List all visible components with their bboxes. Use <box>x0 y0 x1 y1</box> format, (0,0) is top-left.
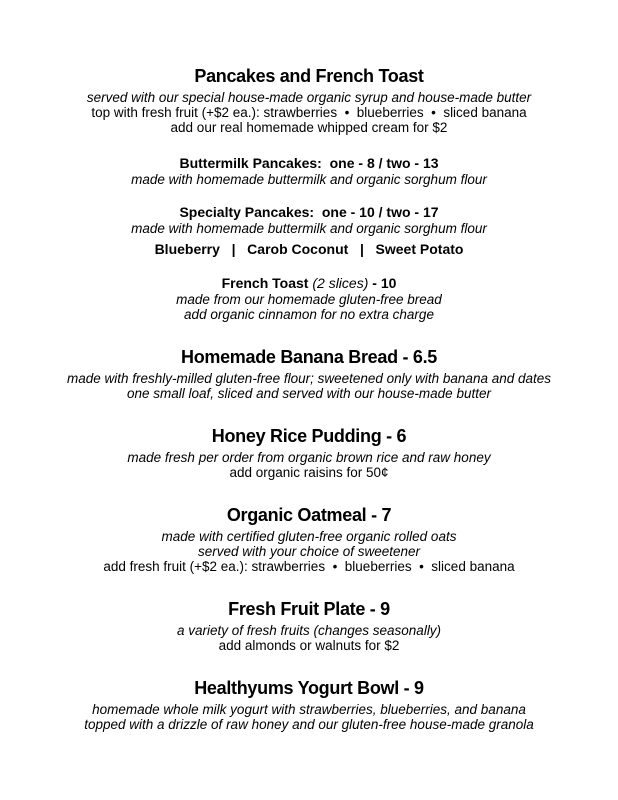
section-description-line: add fresh fruit (+$2 ea.): strawberries • blueberries • sliced banana <box>103 559 515 574</box>
menu-section <box>20 65 598 322</box>
menu-item <box>20 275 598 322</box>
item-name-part: French Toast <box>221 275 313 291</box>
item-description-line: made with homemade buttermilk and organic sorghum flour <box>131 172 487 187</box>
section-description-line: add our real homemade whipped cream for $2 <box>170 120 448 135</box>
item-description-line: Blueberry | Carob Coconut | Sweet Potato <box>154 241 464 257</box>
menu-section <box>20 598 598 653</box>
section-description-line: one small loaf, sliced and served with our house-made butter <box>127 386 491 401</box>
item-name-part: - 10 <box>368 275 397 291</box>
section-description-line: a variety of fresh fruits (changes seasonally) <box>176 623 442 638</box>
section-description-line: topped with a drizzle of raw honey and our gluten-free house-made granola <box>84 717 534 732</box>
section-title: Fresh Fruit Plate - 9 <box>228 599 390 619</box>
menu-section <box>20 677 598 732</box>
item-name <box>20 155 598 172</box>
section-title: Homemade Banana Bread - 6.5 <box>181 347 437 367</box>
section-description-line: served with your choice of sweetener <box>197 544 421 559</box>
section-description-line: made fresh per order from organic brown rice and raw honey <box>127 450 491 465</box>
item-description-line: made from our homemade gluten-free bread <box>176 292 442 307</box>
item-description-line: made with homemade buttermilk and organic sorghum flour <box>131 221 487 236</box>
item-description-line: add organic cinnamon for no extra charge <box>184 307 434 322</box>
item-name-part: (2 slices) <box>312 275 369 291</box>
section-title: Healthyums Yogurt Bowl - 9 <box>194 678 424 698</box>
section-description-line: add organic raisins for 50¢ <box>229 465 389 480</box>
menu-section <box>20 504 598 574</box>
section-description-line: homemade whole milk yogurt with strawberries, blueberries, and banana <box>92 702 526 717</box>
item-name <box>20 275 598 292</box>
item-name <box>20 204 598 221</box>
item-name-part: Buttermilk Pancakes: one - 8 / two - 13 <box>179 155 439 171</box>
menu-section <box>20 346 598 401</box>
menu-item <box>20 155 598 187</box>
section-title: Pancakes and French Toast <box>194 66 424 86</box>
section-title: Organic Oatmeal - 7 <box>226 505 392 525</box>
section-description-line: made with freshly-milled gluten-free flour; sweetened only with banana and dates <box>66 371 552 386</box>
menu-item <box>20 204 598 258</box>
item-name-part: Specialty Pancakes: one - 10 / two - 17 <box>179 204 439 220</box>
section-description-line: top with fresh fruit (+$2 ea.): strawberries • blueberries • sliced banana <box>91 105 527 120</box>
section-description-line: served with our special house-made organic syrup and house-made butter <box>86 90 532 105</box>
section-description-line: add almonds or walnuts for $2 <box>218 638 400 653</box>
menu-section <box>20 425 598 480</box>
section-title: Honey Rice Pudding - 6 <box>211 426 407 446</box>
section-description-line: made with certified gluten-free organic rolled oats <box>161 529 457 544</box>
